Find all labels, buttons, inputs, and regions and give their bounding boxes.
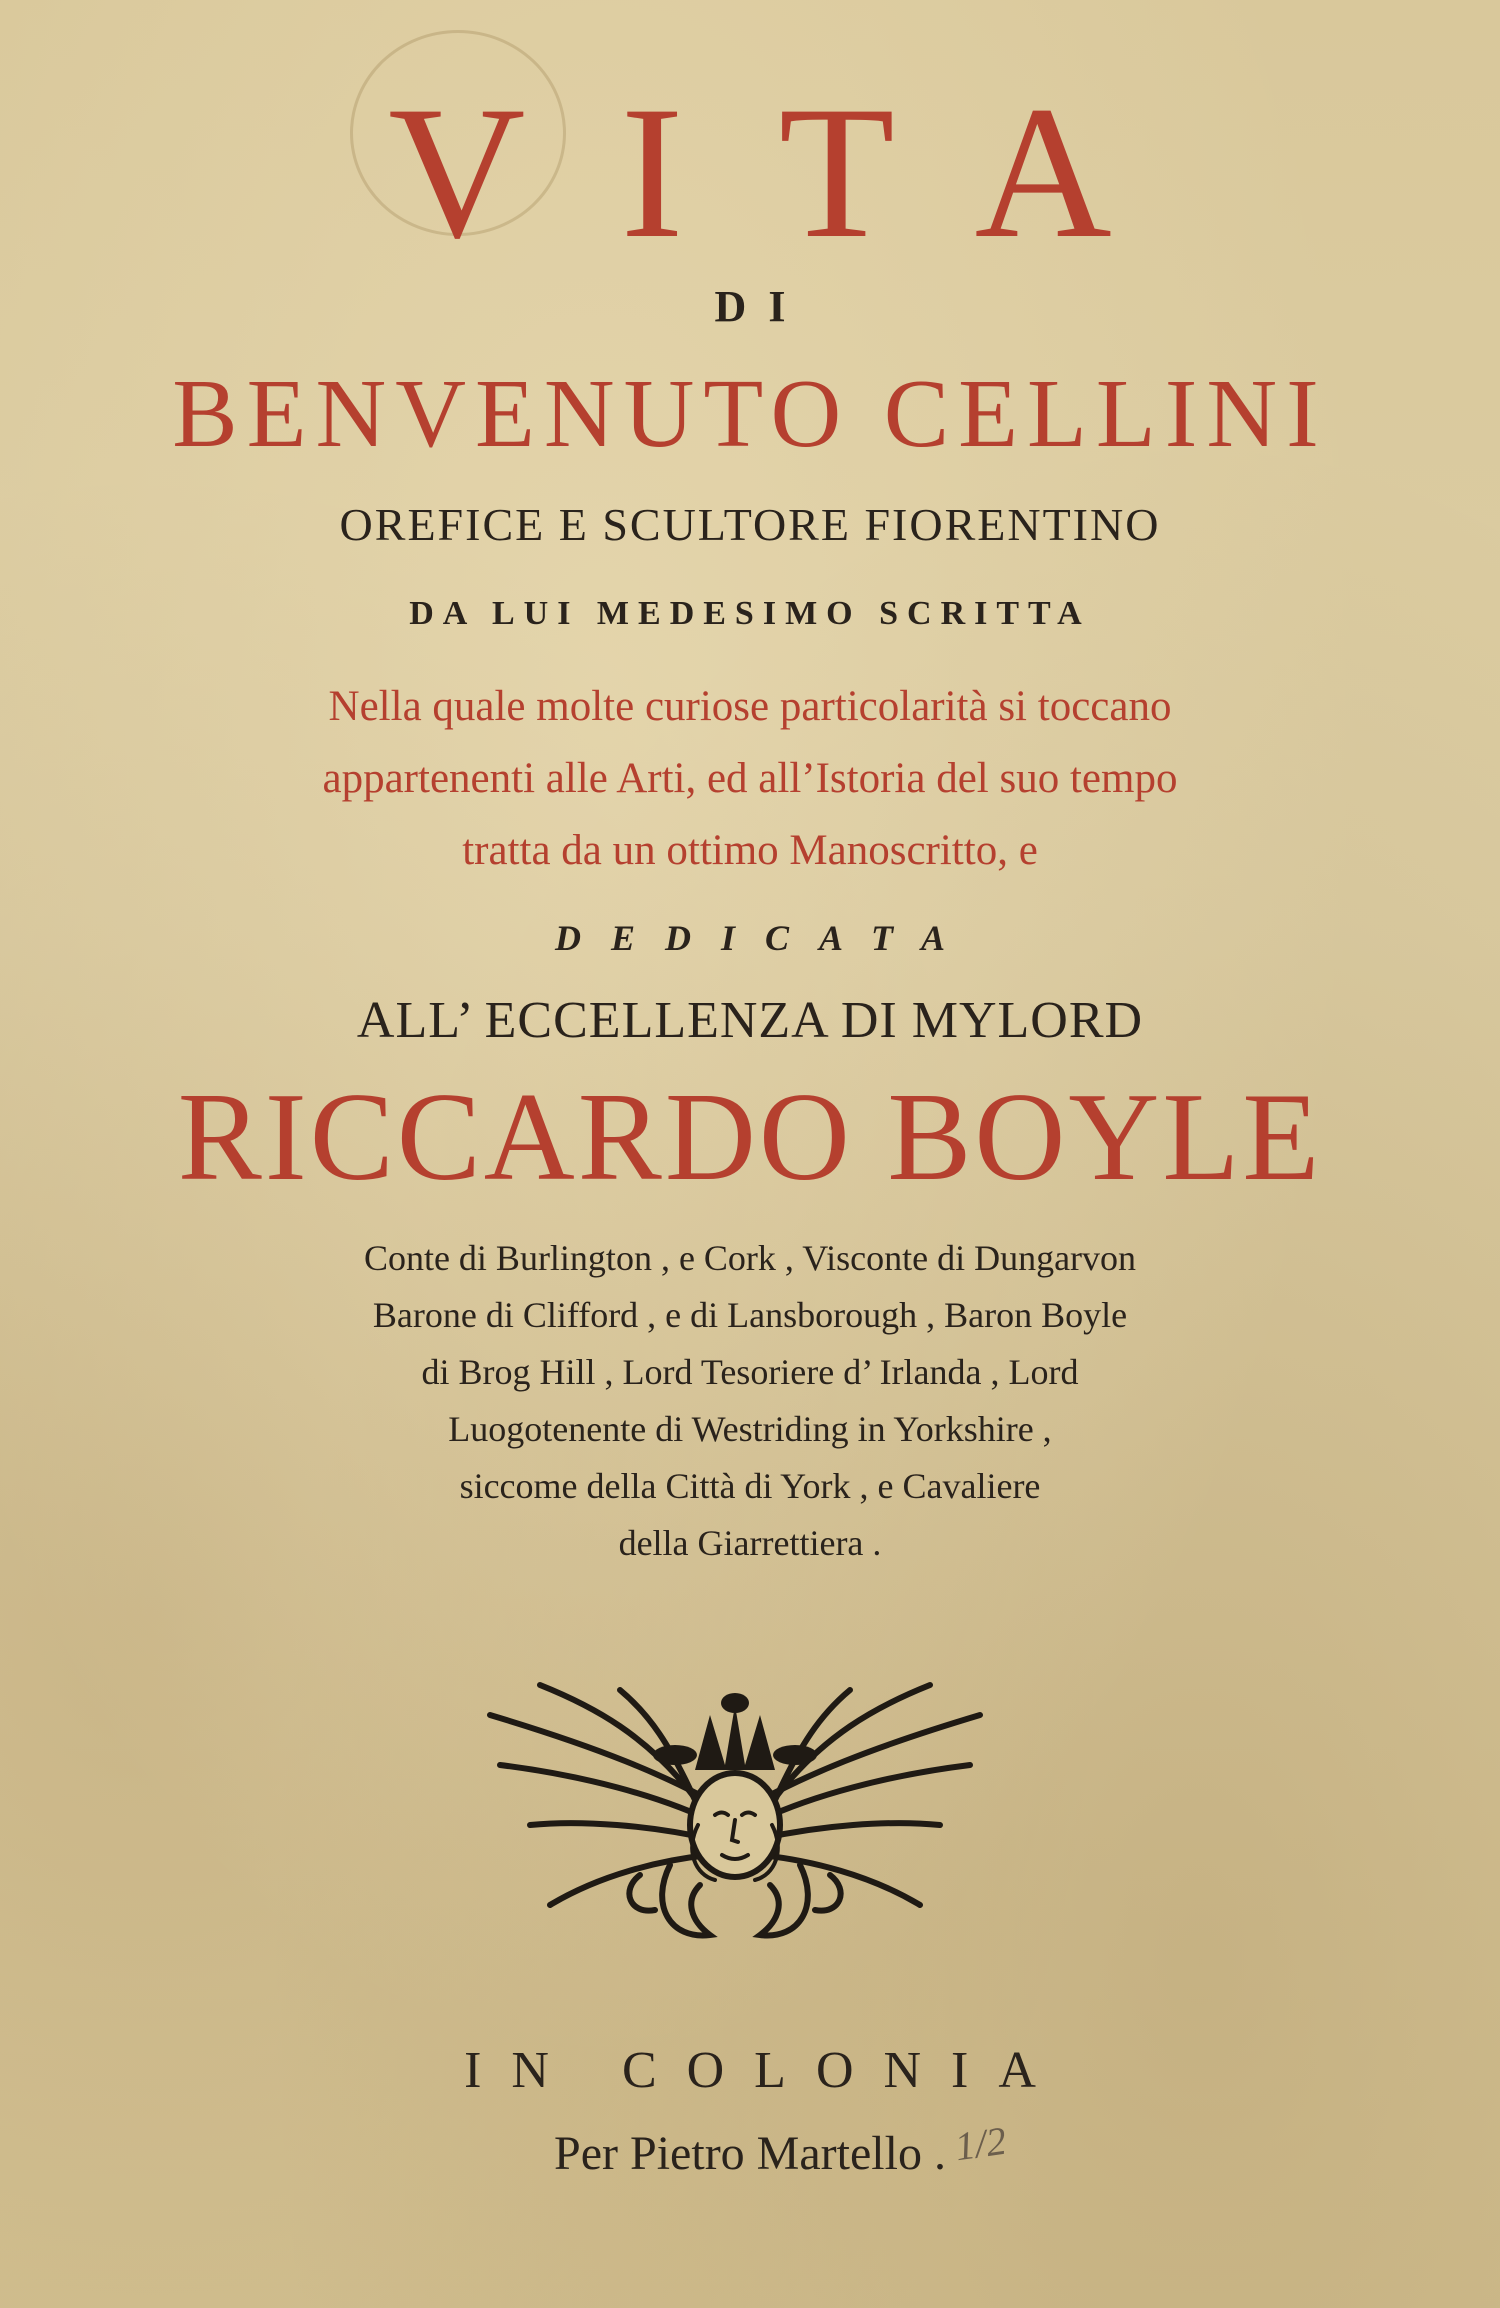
dedicatee-name: RICCARDO BOYLE xyxy=(177,1068,1323,1207)
handwritten-note: 1/2 xyxy=(952,2117,1010,2170)
dedicatee-titles-line: siccome della Città di York , e Cavaliere xyxy=(459,1466,1041,1506)
printer-ornament-icon xyxy=(470,1675,1000,1955)
description-line: Nella quale molte curiose particolarità si toccano xyxy=(328,683,1172,730)
dedicatee-titles-line: di Brog Hill , Lord Tesoriere d’ Irlanda , Lord xyxy=(421,1352,1079,1392)
title-connector: DI xyxy=(714,282,808,331)
description-line: appartenenti alle Arti, ed all’Istoria del suo tempo xyxy=(322,755,1178,802)
dedicatee-titles-line: Luogotenente di Westriding in Yorkshire , xyxy=(448,1409,1052,1449)
imprint-printer: Per Pietro Martello . xyxy=(554,2127,946,2180)
written-by: DA LUI MEDESIMO SCRITTA xyxy=(409,595,1091,632)
dedicatee-titles-line: Barone di Clifford , e di Lansborough , Baron Boyle xyxy=(372,1295,1128,1335)
title: VITA xyxy=(388,68,1207,278)
imprint-place: IN COLONIA xyxy=(464,2042,1066,2099)
dedication-to: ALL’ ECCELLENZA DI MYLORD xyxy=(356,992,1144,1049)
description-line: tratta da un ottimo Manoscritto, e xyxy=(462,827,1038,874)
dedicatee-titles-line: Conte di Burlington , e Cork , Visconte di Dungarvon xyxy=(363,1238,1137,1278)
author-occupation: OREFICE E SCULTORE FIORENTINO xyxy=(339,499,1161,550)
author-name: BENVENUTO CELLINI xyxy=(172,360,1328,468)
dedicatee-titles-line: della Giarrettiera . xyxy=(618,1523,882,1563)
dedicata: DEDICATA xyxy=(554,918,976,958)
